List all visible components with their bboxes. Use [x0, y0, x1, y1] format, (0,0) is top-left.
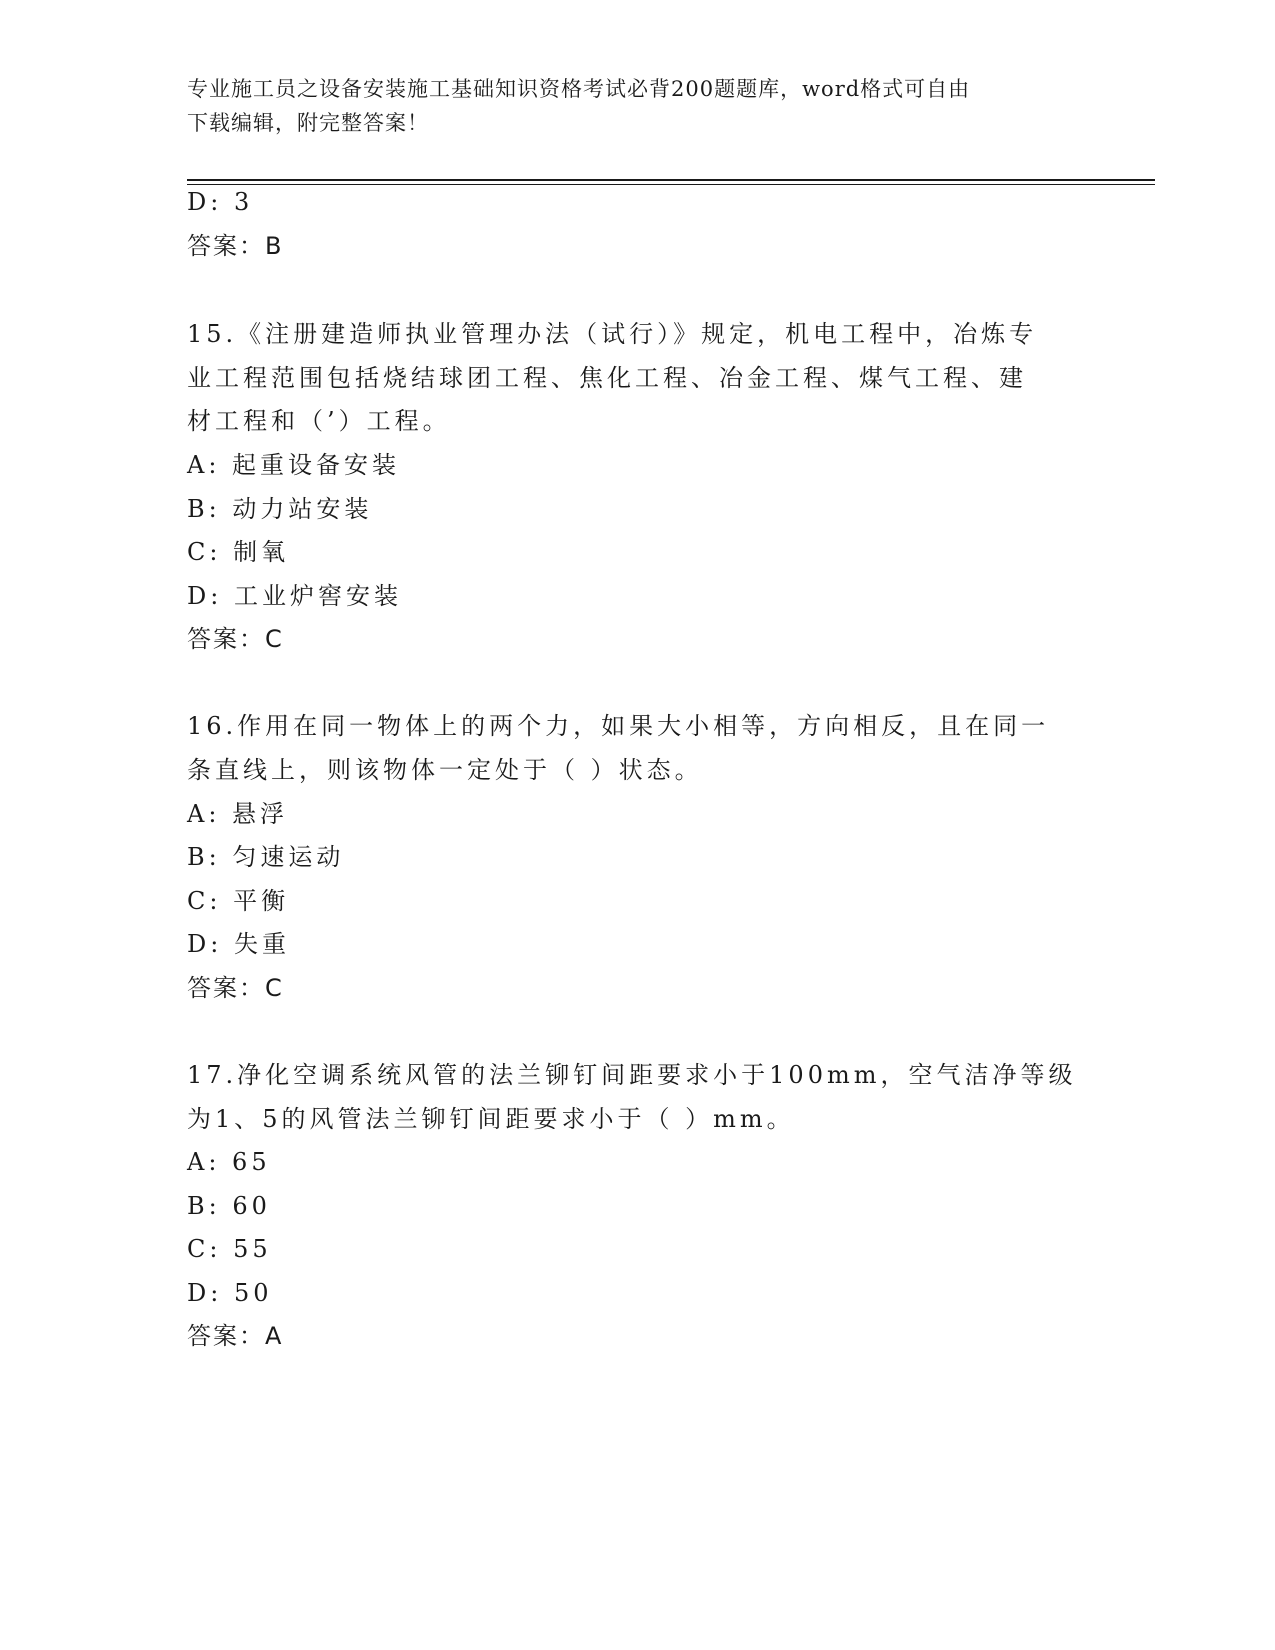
question-17-option-b: B: 60	[187, 1192, 271, 1220]
question-15-line-3: 材工程和（’）工程。	[187, 407, 451, 435]
question-17-option-c: C: 55	[187, 1235, 272, 1263]
question-16-option-a: A: 悬浮	[187, 800, 289, 828]
question-15-option-a: A: 起重设备安装	[187, 451, 401, 479]
question-16-line-2: 条直线上，则该物体一定处于（ ）状态。	[187, 756, 703, 784]
header-line-2: 下载编辑，附完整答案！	[187, 111, 429, 135]
question-16-answer: 答案：C	[187, 974, 284, 1002]
question-15-line-1: 15.《注册建造师执业管理办法（试行）》规定，机电工程中，冶炼专	[187, 320, 1038, 348]
question-15-option-b: B: 动力站安装	[187, 495, 373, 523]
question-16-option-d: D: 失重	[187, 930, 290, 958]
question-17-option-d: D: 50	[187, 1279, 273, 1307]
prev-option-d: D: 3	[187, 188, 254, 216]
question-16-option-b: B: 匀速运动	[187, 843, 345, 871]
question-17-line-1: 17.净化空调系统风管的法兰铆钉间距要求小于100mm，空气洁净等级	[187, 1061, 1077, 1089]
question-15-answer: 答案：C	[187, 625, 284, 653]
question-16-option-c: C: 平衡	[187, 887, 290, 915]
question-16-line-1: 16.作用在同一物体上的两个力，如果大小相等，方向相反，且在同一	[187, 712, 1050, 740]
question-17-line-2: 为1、5的风管法兰铆钉间距要求小于（ ）mm。	[187, 1105, 795, 1133]
header-divider-thin	[187, 184, 1155, 185]
question-17-answer: 答案：A	[187, 1322, 284, 1350]
question-15-option-c: C: 制氧	[187, 538, 290, 566]
prev-answer: 答案：B	[187, 232, 284, 260]
question-17-option-a: A: 65	[187, 1148, 271, 1176]
header-line-1: 专业施工员之设备安装施工基础知识资格考试必背200题题库，word格式可自由	[187, 77, 971, 101]
question-15-line-2: 业工程范围包括烧结球团工程、焦化工程、冶金工程、煤气工程、建	[187, 364, 1027, 392]
question-15-option-d: D: 工业炉窖安装	[187, 582, 402, 610]
header-divider-thick	[187, 179, 1155, 181]
document-header	[187, 72, 1087, 140]
